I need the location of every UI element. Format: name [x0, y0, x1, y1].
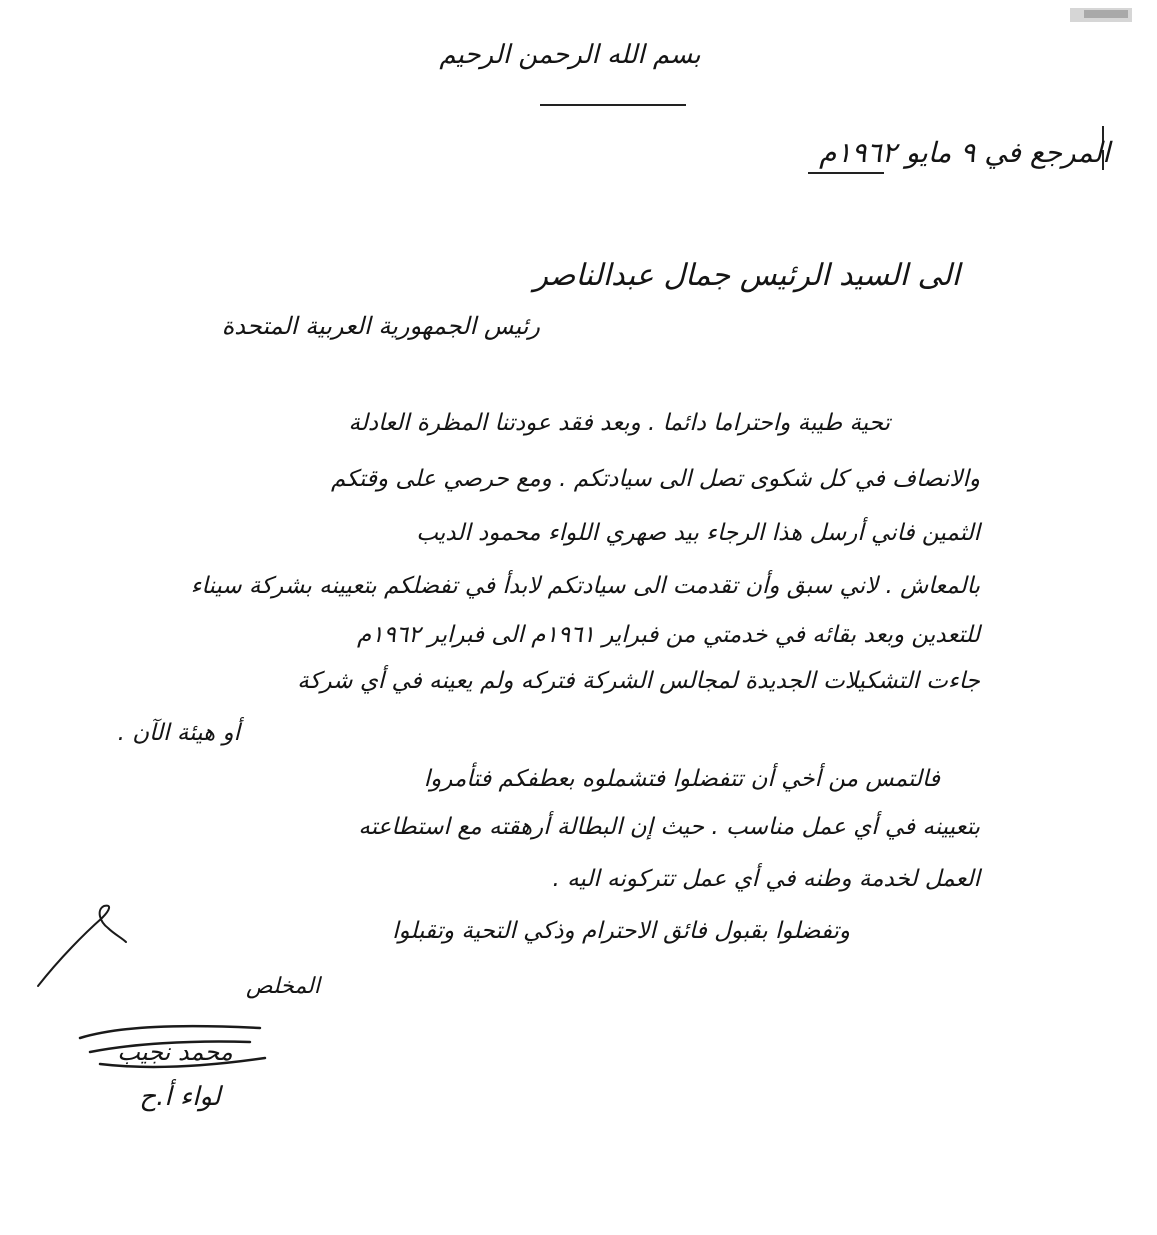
date-underline [808, 172, 884, 174]
body-line-3: الثمين فاني أرسل هذا الرجاء بيد صهري اللواء محمود الديب [416, 520, 980, 546]
body-line-7: أو هيئة الآن . [117, 720, 240, 746]
body-line-2: والانصاف في كل شكوى تصل الى سيادتكم . ومع حرصي على وقتكم [331, 466, 980, 492]
body-line-1: تحية طيبة واحتراما دائما . وبعد فقد عودتنا المظرة العادلة [348, 410, 890, 436]
signature-name: محمد نجيب [117, 1038, 233, 1066]
body-line-5: للتعدين وبعد بقائه في خدمتي من فبراير ١٩٦١م الى فبراير ١٩٦٢م [356, 622, 980, 648]
letter-date: المرجع في ٩ مايو ١٩٦٢م [819, 136, 1110, 169]
scan-noise-mark [1040, 4, 1140, 34]
body-line-10: العمل لخدمة وطنه في أي عمل تتركونه اليه . [552, 866, 980, 892]
checkmark-icon [30, 898, 130, 993]
body-line-6: جاءت التشكيلات الجديدة لمجالس الشركة فتركه ولم يعينه في أي شركة [297, 668, 980, 694]
body-line-4: بالمعاش . لاني سبق وأن تقدمت الى سيادتكم لابدأ في تفضلكم بتعيينه بشركة سيناء [190, 573, 980, 599]
body-line-8: فالتمس من أخي أن تتفضلوا فتشملوه بعطفكم فتأمروا [423, 766, 940, 792]
closing-sincerely: المخلص [246, 974, 320, 999]
basmala-heading: بسم الله الرحمن الرحيم [439, 40, 701, 70]
body-line-9: بتعيينه في أي عمل مناسب . حيث إن البطالة أرهقته مع استطاعته [358, 814, 980, 840]
heading-divider [540, 104, 686, 106]
addressee-line-2: رئيس الجمهورية العربية المتحدة [221, 312, 540, 340]
closing-line: وتفضلوا بقبول فائق الاحترام وذكي التحية وتقبلوا [392, 918, 850, 944]
addressee-line-1: الى السيد الرئيس جمال عبدالناصر [533, 258, 960, 293]
signature-title: لواء أ.ح [139, 1082, 221, 1112]
